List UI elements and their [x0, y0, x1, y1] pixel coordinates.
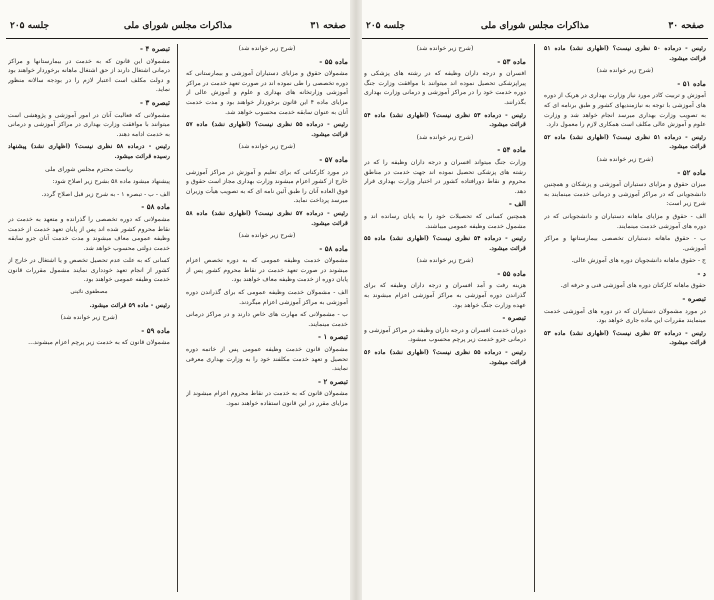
article-heading: ماده ۵۸ - — [319, 243, 348, 253]
article-text: مشمولان قانون که به خدمت در نقاط محروم اعزام میشوند از مزایای مقرر در این قانون استفاده خواهند نمود. — [186, 390, 348, 407]
article-text: الف - مشمولان خدمت وظیفه عمومی که برای گذراندن دوره آموزشی به مراکز آموزشی اعزام میگردند. — [186, 289, 348, 306]
article-text: مشمولانی که دوره تخصصی را گذرانده و متعهد به خدمت در نقاط محروم کشور شده اند پس از پایان تعهد خدمت از خدمت وظیفه عمومی معاف میشوند و مدت خدمت آنان جزو سابقه خدمت دولتی محسوب خواهد شد. — [8, 215, 170, 252]
president-remark: رئیس - درماده ۵۳ نظری نیست؟ (اظهاری نشد) ماده ۵۴ قرائت میشود. — [364, 111, 526, 129]
article-text: حقوق ماهانه کارکنان دوره های آموزشی فنی و حرفه ای. — [560, 282, 706, 290]
president-remark: رئیس - درماده ۵۷ نظری نیست؟ (اظهاری نشد) ماده ۵۸ قرائت میشود. — [186, 209, 348, 227]
article-text: ج - حقوق ماهانه دانشجویان دوره های آموزش عالی. — [571, 257, 706, 265]
article-heading: تبصره ۲ - — [317, 376, 348, 386]
column-divider — [534, 44, 535, 592]
article-heading: الف - — [508, 199, 526, 209]
article-text: الف - ب - تبصره ۱ - به شرح زیر قبل اصلاح گردد. — [41, 190, 170, 198]
reading-note: ریاست محترم مجلس شورای ملی — [45, 165, 133, 173]
article-text: میزان حقوق و مزایای دستیاران آموزشی و پزشکان و همچنین دانشجویانی که در مراکز آموزشی و درمانی خدمت مینمایند به شرح زیر است: — [544, 181, 706, 208]
president-remark: رئیس - درماده ۵۰ نظری نیست؟ (اظهاری نشد) ماده ۵۱ قرائت میشود. — [544, 45, 706, 62]
text-column — [544, 44, 706, 592]
article-text: همچنین کسانی که تحصیلات خود را به پایان رسانده اند و مشمول خدمت وظیفه عمومی میباشند. — [364, 212, 526, 230]
page-number: صفحه ۳۱ — [310, 21, 346, 31]
president-remark: رئیس - درماده ۵۲ نظری نیست؟ (اظهاری نشد) ماده ۵۳ قرائت میشود. — [544, 329, 706, 347]
left-page — [6, 0, 350, 600]
reading-note: (شرح زیر خوانده شد) — [238, 143, 296, 151]
article-text: در مورد مشمولان دستیاران که در دوره های آموزشی خدمت مینمایند مقررات این ماده جاری خواهد بود. — [544, 307, 706, 325]
article-heading: ماده ۵۱ - — [677, 78, 706, 88]
page-number: صفحه ۳۰ — [668, 21, 704, 31]
session-label: جلسه ۲۰۵ — [10, 21, 50, 31]
session-label: جلسه ۲۰۵ — [366, 21, 406, 31]
president-remark: رئیس - ماده ۵۹ قرائت میشود. — [89, 301, 170, 309]
article-heading: ماده ۵۵ - — [497, 268, 526, 278]
header-rule — [362, 38, 708, 39]
article-heading: ماده ۵۴ - — [497, 145, 526, 155]
article-text: مشمولان حقوق و مزایای دستیاران آموزشی و بیمارستانی که دوره تخصصی را طی نموده اند در صورت تعهد خدمت در مراکز آموزشی وزارتخانه های بهداری و علوم و آموزش عالی از مزایای ماده ۴ این قانون برخوردار خواهند بود و مدت خدمت آنان به عنوان سابقه خدمت محسوب خواهد شد. — [186, 70, 348, 116]
president-remark: رئیس - درماده ۵۴ نظری نیست؟ (اظهاری نشد) ماده ۵۵ قرائت میشود. — [364, 235, 526, 252]
reading-note: (شرح زیر خوانده شد) — [596, 67, 654, 75]
article-text: در مورد کارکنانی که برای تعلیم و آموزش در مراکز آموزشی خارج از کشور اعزام میشوند وزارت بهداری مجاز است حقوق و فوق العاده آنان را طبق آئین نامه ای که به تصویب هیأت وزیران میرسد پرداخت نماید. — [186, 168, 348, 205]
president-remark: رئیس - درماده ۵۵ نظری نیست؟ (اظهاری نشد) ماده ۵۷ قرائت میشود. — [186, 121, 348, 138]
article-heading: تبصره ۱ - — [317, 332, 348, 342]
article-text: الف - حقوق و مزایای ماهانه دستیاران و دانشجویانی که در دوره های آموزشی خدمت مینمایند. — [544, 212, 706, 230]
president-remark: رئیس - درماده ۵۸ نظری نیست؟ (اظهاری نشد) پیشنهاد رسیده قرائت میشود. — [8, 143, 170, 160]
signature-note: مصطفوی نائینی — [70, 289, 108, 296]
article-heading: تبصره ۴ - — [139, 44, 170, 53]
reading-note: (شرح زیر خوانده شد) — [238, 45, 296, 52]
article-text: هزینه رفت و آمد افسران و درجه داران وظیفه که برای گذراندن دوره آموزشی به مراکز آموزشی اعزام میشوند به عهده وزارت جنگ خواهد بود. — [364, 282, 526, 309]
text-column — [364, 44, 526, 592]
article-text: پیشنهاد میشود ماده ۵۸ بشرح زیر اصلاح شود: — [52, 178, 170, 186]
article-heading: تبصره - — [682, 294, 706, 304]
page-title: مذاکرات مجلس شورای ملی — [480, 21, 590, 31]
article-heading: ماده ۵۳ - — [497, 56, 526, 66]
article-heading: ماده ۵۸ - — [141, 202, 170, 212]
article-text: مشمولان قانون خدمت وظیفه عمومی پس از خاتمه دوره تحصیل و تعهد خدمت مکلفند خود را به وزارت بهداری معرفی نمایند. — [186, 346, 348, 373]
president-remark: رئیس - درماده ۵۱ نظری نیست؟ (اظهاری نشد) ماده ۵۲ قرائت میشود. — [544, 133, 706, 151]
article-heading: تبصره - — [502, 313, 526, 323]
reading-note: (شرح زیر خوانده شد) — [238, 232, 296, 240]
article-text: مشمولان خدمت وظیفه عمومی که به دوره تخصص اعزام میشوند در صورت تعهد خدمت در نقاط محروم کشور پس از پایان دوره از خدمت وظیفه معاف خواهند بود. — [186, 257, 348, 284]
right-page — [362, 0, 708, 600]
article-heading: تبصره ۳ - — [139, 97, 170, 107]
article-heading: ماده ۵۵ - — [319, 56, 348, 66]
article-text: دوران خدمت افسران و درجه داران وظیفه در مراکز آموزشی و درمانی جزو خدمت زیر پرچم محسوب میشود. — [364, 326, 526, 344]
article-heading: ماده ۵۲ - — [677, 167, 706, 177]
page-header — [6, 16, 350, 36]
article-heading: د - — [697, 268, 706, 278]
article-heading: ماده ۵۷ - — [319, 154, 348, 164]
president-remark: رئیس - درماده ۵۵ نظری نیست؟ (اظهاری نشد) ماده ۵۶ قرائت میشود. — [364, 349, 526, 366]
reading-note: (شرح زیر خوانده شد) — [416, 45, 474, 52]
article-text: مشمولان این قانون که به خدمت در بیمارستانها و مراکز درمانی اشتغال دارند از حق اشتغال ماهانه برخوردار خواهند بود و دولت مکلف است اعتبار لازم را در بودجه سالانه منظور نماید. — [8, 57, 170, 94]
article-text: ب - مشمولانی که مهارت های خاص دارند و در مراکز درمانی خدمت مینمایند. — [186, 311, 348, 328]
page-title: مذاکرات مجلس شورای ملی — [123, 21, 233, 31]
reading-note: (شرح زیر خوانده شد) — [596, 155, 654, 163]
article-text: ب - حقوق ماهانه دستیاران تخصصی بیمارستانها و مراکز آموزشی. — [544, 235, 706, 252]
article-text: مشمولانی که فعالیت آنان در امور آموزشی و پژوهشی است میتوانند با موافقت وزارت بهداری در مراکز آموزشی و درمانی به خدمت ادامه دهند. — [8, 111, 170, 138]
article-text: افسران و درجه داران وظیفه که در رشته های پزشکی و پیراپزشکی تحصیل نموده اند میتوانند با موافقت وزارت جنگ دوره خدمت خود را در مراکز آموزشی و درمانی وزارت بهداری بگذرانند. — [364, 70, 526, 106]
header-rule — [6, 38, 350, 39]
reading-note: (شرح زیر خوانده شد) — [416, 133, 474, 141]
article-text: وزارت جنگ میتواند افسران و درجه داران وظیفه را که در رشته های پزشکی تحصیل نموده اند جهت خدمت در مناطق محروم و نقاط دورافتاده کشور در اختیار وزارت بهداری قرار دهد. — [364, 158, 526, 195]
article-text: کسانی که به علت عدم تحصیل تخصص و یا اشتغال در خارج از کشور از انجام تعهد خودداری نمایند مشمول مقررات قانون خدمت وظیفه عمومی خواهند بود. — [8, 257, 170, 284]
article-text: مشمولان قانون که به خدمت زیر پرچم اعزام میشوند... — [28, 339, 170, 347]
column-divider — [177, 44, 178, 592]
page-header — [362, 16, 708, 36]
page-gutter — [350, 0, 362, 600]
text-column — [186, 44, 348, 592]
article-heading: ماده ۵۹ - — [141, 325, 170, 335]
reading-note: (شرح زیر خوانده شد) — [60, 314, 118, 322]
article-text: آموزش و تربیت کادر مورد نیاز وزارت بهداری در هریک از دوره های آموزشی با توجه به نیازمندیهای کشور و طبق برنامه ای که به تصویب وزارت بهداری میرسد انجام خواهد شد و وزارت علوم و آموزش عالی مکلف است همکاری لازم را معمول دارد. — [544, 92, 706, 129]
text-column — [8, 44, 170, 592]
reading-note: (شرح زیر خوانده شد) — [416, 257, 474, 265]
